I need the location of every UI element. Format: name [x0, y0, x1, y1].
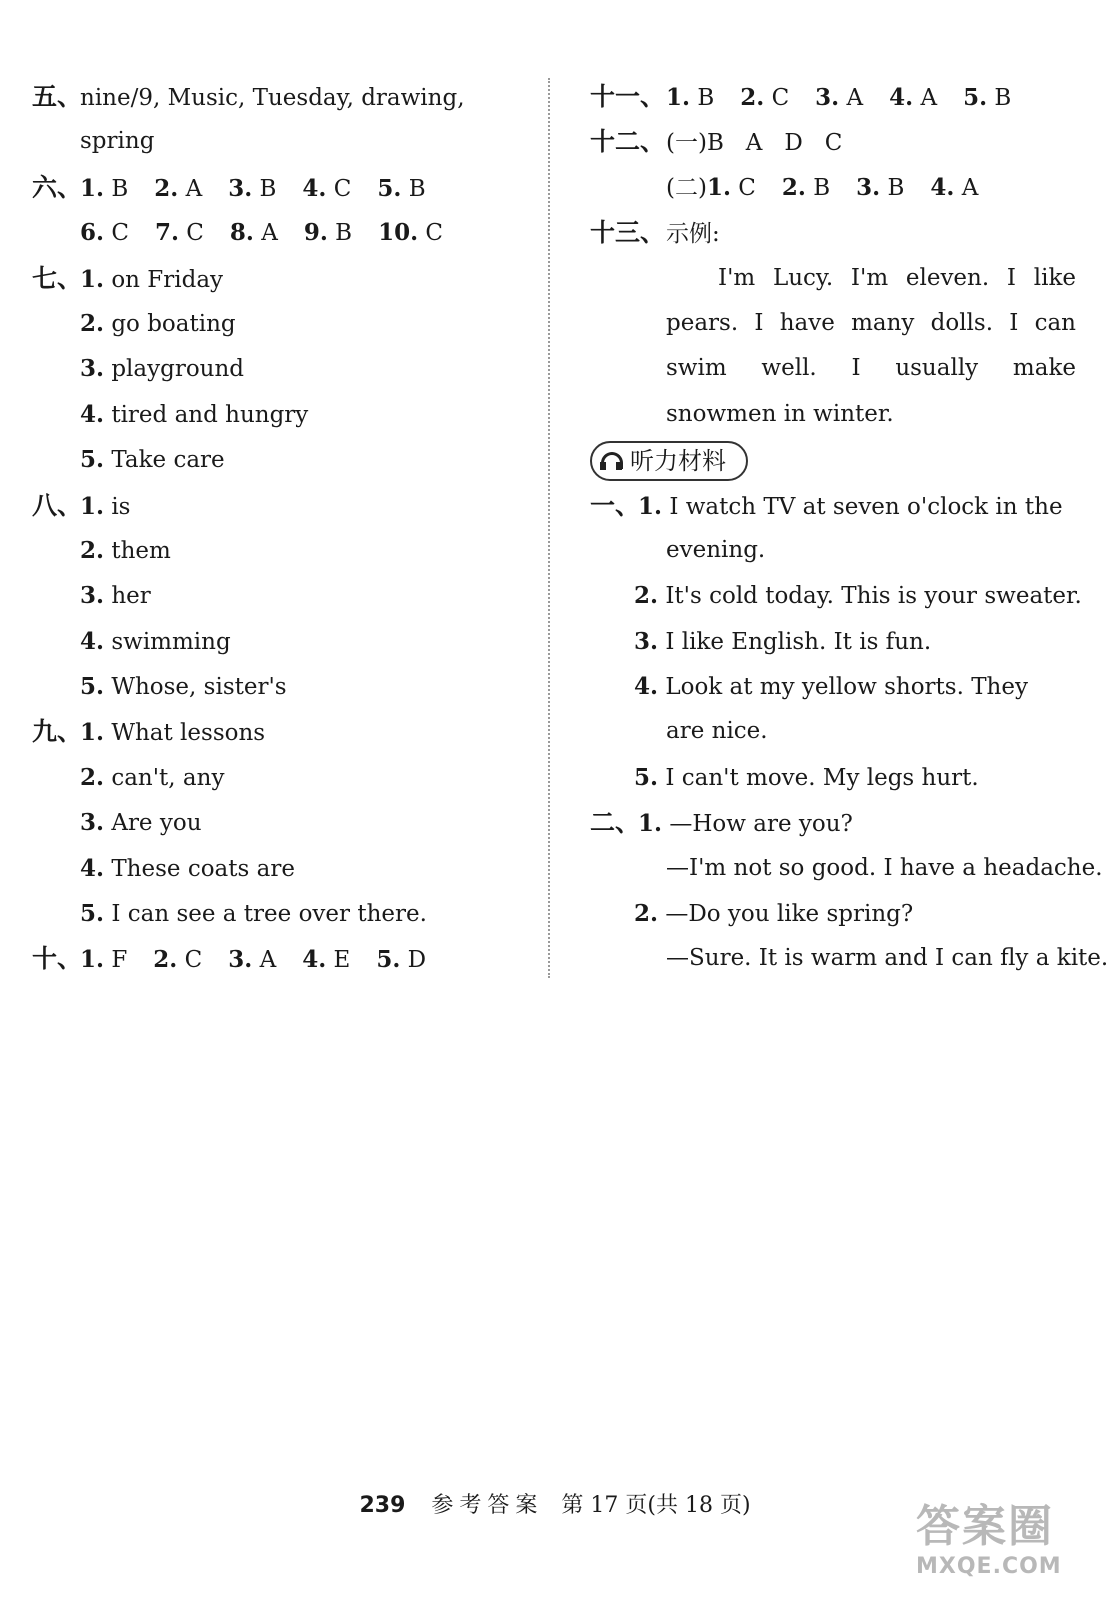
section-8-item: [32, 619, 532, 664]
item-number: 4.: [80, 627, 105, 655]
item-number: 5.: [377, 174, 402, 202]
answer-text: is: [111, 493, 131, 520]
section-13-header: [590, 210, 1076, 255]
transcript-text: It's cold today. This is your sweater.: [665, 583, 1082, 610]
answer-choice: C: [738, 174, 756, 201]
item-number: 10.: [378, 219, 419, 247]
item-number: 4.: [634, 673, 659, 701]
item-number: 5.: [376, 946, 401, 974]
item-number: 4.: [80, 854, 105, 882]
watermark-bottom: MXQE.COM: [916, 1554, 1062, 1579]
example-label: 示例:: [666, 221, 720, 248]
item-number: 2.: [634, 582, 659, 610]
item-number: 1.: [80, 174, 105, 202]
transcript-text: I like English. It is fun.: [665, 628, 932, 655]
section-6-row1: [32, 165, 532, 210]
answer-choice: A: [261, 220, 278, 247]
answer-choice: B: [887, 174, 905, 201]
section-label: 十二、: [590, 127, 666, 157]
item-number: 3.: [80, 809, 105, 837]
item-number: 2.: [80, 309, 105, 337]
item-number: 2.: [80, 536, 105, 564]
dialogue-line: —How are you?: [669, 811, 853, 838]
section-label: 十三、: [590, 218, 666, 248]
listening-1-cont: [590, 528, 1076, 573]
answer-choice: E: [333, 947, 351, 974]
section-9-item: [32, 846, 532, 891]
answer-choice: B: [813, 174, 831, 201]
answer-choice: B: [111, 175, 129, 202]
item-number: 2.: [740, 84, 765, 111]
section-10: [32, 936, 532, 981]
listening-title: 听力材料: [630, 447, 726, 476]
answer-choice: A: [961, 174, 979, 201]
section-8-item: [32, 483, 532, 528]
listening-1-item: [590, 619, 1076, 664]
item-number: 7.: [154, 219, 179, 247]
item-number: 1.: [80, 492, 105, 520]
listening-badge: [590, 441, 748, 481]
answer-choice: C: [771, 85, 790, 111]
section-label: 五、: [32, 82, 83, 111]
item-number: 3.: [634, 627, 659, 655]
answer-text: her: [111, 583, 151, 610]
essay-line: swim well. I usually make: [666, 355, 1076, 382]
page-number: 239: [359, 1493, 406, 1518]
answer-text: tired and hungry: [111, 401, 309, 428]
sub-part-label: (二): [666, 174, 707, 201]
item-number: 1.: [80, 946, 105, 974]
section-label: 二、: [590, 808, 641, 838]
listening-1-item: [590, 483, 1076, 528]
right-column: [590, 74, 1109, 982]
section-label: 八、: [32, 490, 83, 520]
answer-choice: C: [111, 220, 129, 247]
item-number: 3.: [80, 582, 105, 610]
section-label: 十一、: [590, 82, 666, 111]
answer-text: nine/9, Music, Tuesday, drawing,: [80, 85, 465, 111]
section-label: 一、: [590, 490, 641, 520]
item-number: 8.: [229, 219, 254, 247]
item-number: 3.: [856, 173, 881, 201]
answer-choice: C: [333, 175, 352, 202]
section-9-item: [32, 891, 532, 936]
answer-text: swimming: [111, 628, 231, 655]
essay-line: pears. I have many dolls. I can: [666, 309, 1076, 336]
item-number: 4.: [930, 173, 955, 201]
listening-1-cont: [590, 709, 1076, 754]
page-info: 第 17 页(共 18 页): [561, 1493, 751, 1518]
item-number: 4.: [80, 400, 105, 428]
answer-choice: B: [994, 85, 1012, 111]
transcript-text: I can't move. My legs hurt.: [665, 764, 979, 791]
item-number: 5.: [963, 84, 988, 111]
footer-label: 参考答案: [431, 1493, 544, 1518]
answer-text: Take care: [111, 447, 225, 474]
section-5-cont: [32, 119, 532, 164]
item-number: 1.: [666, 84, 691, 111]
item-number: 5.: [80, 673, 105, 701]
section-7-item: [32, 256, 532, 301]
essay-line: I'm Lucy. I'm eleven. I like: [718, 264, 1076, 291]
answer-text: spring: [80, 128, 155, 155]
item-number: 4.: [302, 946, 327, 974]
item-number: 6.: [80, 219, 105, 247]
listening-2-reply: [590, 846, 1103, 891]
answer-choice: B: [259, 175, 277, 202]
column-divider: [548, 78, 550, 978]
item-number: 2.: [153, 946, 178, 974]
dialogue-line: —Do you like spring?: [665, 901, 914, 928]
section-8-item: [32, 573, 532, 618]
item-number: 4.: [889, 84, 914, 111]
item-number: 1.: [80, 265, 105, 293]
answer-choice: C: [425, 220, 443, 247]
watermark-top: 答案圈: [916, 1501, 1054, 1552]
answer-choice: A: [185, 175, 203, 202]
item-number: 2.: [634, 900, 659, 928]
section-12-part2: [590, 165, 1076, 210]
item-number: 2.: [781, 173, 806, 201]
item-number: 1.: [80, 719, 105, 747]
essay-line: snowmen in winter.: [666, 400, 894, 427]
answer-choice: B: [408, 175, 426, 202]
item-number: 1.: [638, 492, 663, 520]
listening-1-item: [590, 664, 1076, 709]
section-7-item: [32, 437, 532, 482]
listening-2-reply: [590, 936, 1109, 981]
section-7-item: [32, 346, 532, 391]
item-number: 3.: [228, 946, 253, 974]
section-12-part1: [590, 119, 1076, 164]
section-9-item: [32, 709, 532, 754]
section-9-item: [32, 800, 532, 845]
answer-text: them: [111, 537, 171, 564]
item-number: 3.: [80, 355, 105, 383]
answer-choice: B: [335, 220, 353, 247]
answer-text: playground: [111, 356, 245, 383]
answer-text: go boating: [111, 310, 236, 337]
section-11: [590, 74, 1076, 119]
answer-choice: D: [407, 947, 427, 974]
section-8-item: [32, 528, 532, 573]
answer-text: can't, any: [111, 764, 225, 791]
section-label: 九、: [32, 717, 83, 747]
section-6-row2: [32, 210, 532, 255]
listening-1-item: [590, 573, 1082, 618]
answer-text: Whose, sister's: [111, 674, 287, 701]
item-number: 2.: [154, 174, 179, 202]
answer-choice: A: [259, 947, 277, 974]
answer-text: These coats are: [111, 855, 295, 882]
item-number: 2.: [80, 763, 105, 791]
answer-text: Are you: [111, 810, 202, 837]
answer-choice: A: [846, 85, 864, 111]
left-column: [32, 74, 532, 982]
section-7-item: [32, 392, 532, 437]
answer-choice: C: [184, 947, 203, 974]
item-number: 3.: [228, 174, 253, 202]
item-number: 1.: [638, 810, 663, 838]
section-label: 七、: [32, 263, 83, 293]
listening-1-item: [590, 755, 1076, 800]
answer-choice: C: [186, 220, 204, 247]
listening-2-item: [590, 800, 1076, 845]
item-number: 3.: [815, 84, 840, 111]
answer-text: (一)B A D C: [666, 130, 843, 157]
section-label: 六、: [32, 172, 83, 202]
section-8-item: [32, 664, 532, 709]
answer-choice: F: [111, 947, 128, 974]
section-9-item: [32, 755, 532, 800]
item-number: 9.: [303, 219, 328, 247]
item-number: 5.: [80, 446, 105, 474]
section-5: [32, 74, 532, 119]
answer-text: on Friday: [111, 266, 224, 293]
dialogue-line: —Sure. It is warm and I can fly a kite.: [666, 945, 1109, 972]
answer-text: What lessons: [111, 720, 266, 747]
dialogue-line: —I'm not so good. I have a headache.: [666, 854, 1103, 881]
item-number: 5.: [80, 900, 105, 928]
transcript-text: Look at my yellow shorts. They: [665, 674, 1028, 701]
headphones-icon: [600, 452, 622, 470]
item-number: 1.: [706, 173, 731, 201]
item-number: 5.: [634, 763, 659, 791]
transcript-text: evening.: [666, 536, 766, 563]
section-label: 十、: [32, 944, 83, 974]
section-7-item: [32, 301, 532, 346]
listening-header: [590, 437, 1076, 482]
answer-text: I can see a tree over there.: [111, 901, 427, 928]
watermark-logo: [916, 1490, 1086, 1580]
listening-2-item: [590, 891, 1076, 936]
answer-choice: A: [920, 85, 938, 111]
transcript-text: are nice.: [666, 718, 768, 745]
answer-choice: B: [697, 85, 715, 111]
item-number: 4.: [302, 174, 327, 202]
transcript-text: I watch TV at seven o'clock in the: [669, 493, 1063, 520]
